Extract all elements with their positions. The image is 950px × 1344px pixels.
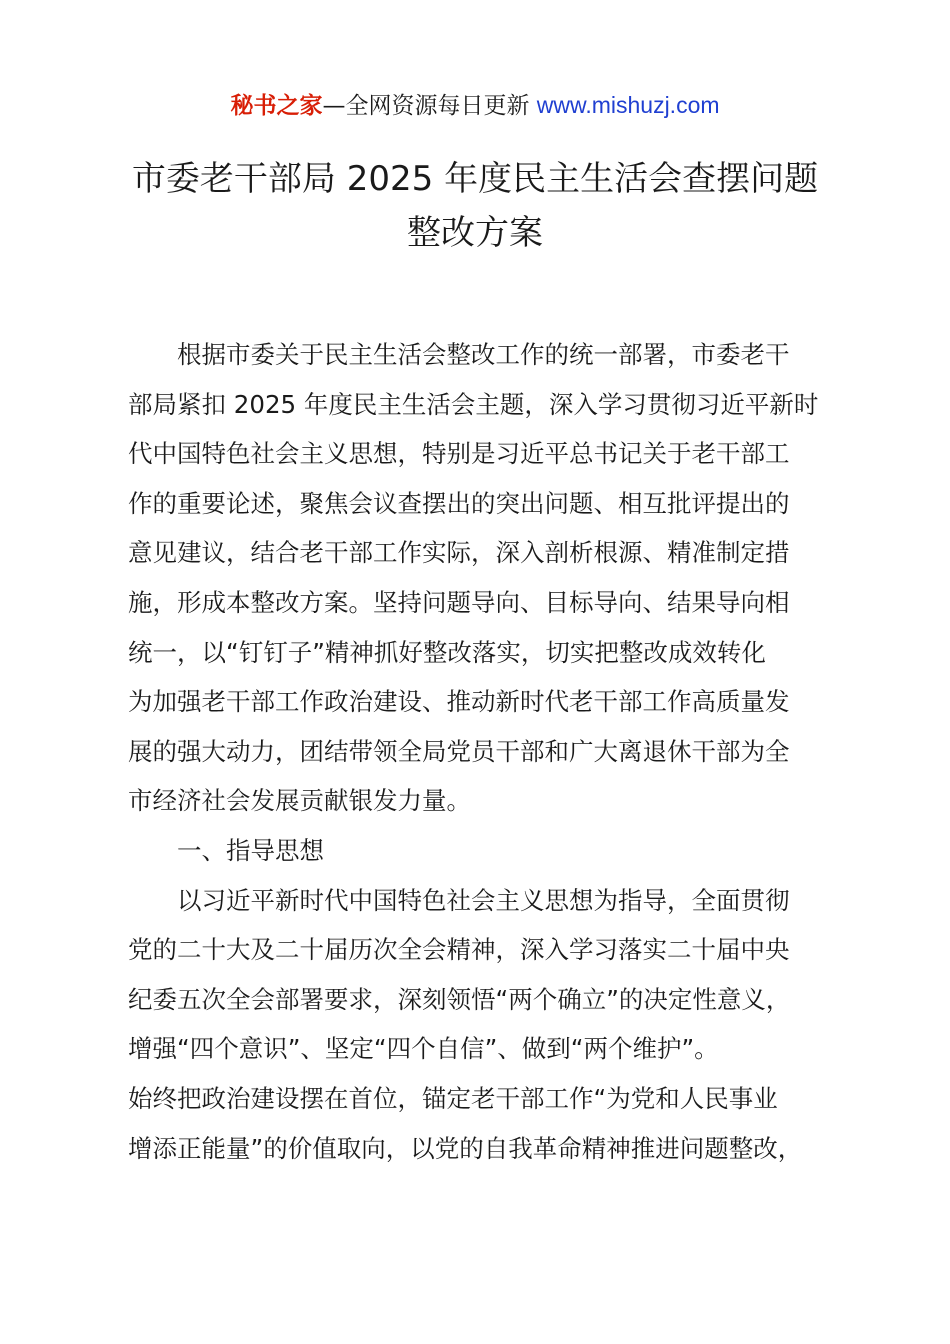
paragraph-intro-line: 作的重要论述，聚焦会议查摆出的突出问题、相互批评提出的: [128, 488, 790, 518]
paragraph-intro-line: 意见建议，结合老干部工作实际，深入剖析根源、精准制定措: [128, 538, 790, 568]
document-title: [100, 152, 850, 260]
document-title-line-2: 整改方案: [407, 213, 543, 253]
paragraph-intro-line: 展的强大动力，团结带领全局党员干部和广大离退休干部为全: [128, 736, 790, 766]
paragraph-guiding-line: 始终把政治建设摆在首位，锚定老干部工作“为党和人民事业: [128, 1083, 778, 1113]
paragraph-guiding-line: 以习近平新时代中国特色社会主义思想为指导，全面贯彻: [177, 885, 790, 915]
paragraph-guiding-line: 纪委五次全会部署要求，深刻领悟“两个确立”的决定性意义，: [128, 984, 791, 1014]
site-header: [0, 88, 950, 123]
paragraph-intro-line: 统一，以“钉钉子”精神抓好整改落实，切实把整改成效转化: [128, 637, 766, 667]
paragraph-intro-line: 施，形成本整改方案。坚持问题导向、目标导向、结果导向相: [128, 587, 790, 617]
document-body: [128, 330, 832, 1173]
paragraph-intro-line: 根据市委关于民主生活会整改工作的统一部署，市委老干: [177, 340, 790, 369]
paragraph-intro-line: 代中国特色社会主义思想，特别是习近平总书记关于老干部工: [128, 439, 790, 469]
paragraph-guiding-line: 增强“四个意识”、坚定“四个自信”、做到“两个维护”。: [128, 1034, 719, 1064]
paragraph-guiding-line: 增添正能量”的价值取向，以党的自我革命精神推进问题整改，: [128, 1133, 803, 1163]
paragraph-guiding-line: 党的二十大及二十届历次全会精神，深入学习落实二十届中央: [128, 935, 790, 965]
paragraph-intro-line: 部局紧扣 2025 年度民主生活会主题，深入学习贯彻习近平新时: [128, 389, 819, 419]
section-heading-guiding-thought: 一、指导思想: [177, 835, 324, 865]
document-title-line-1: 市委老干部局 2025 年度民主生活会查摆问题: [131, 159, 819, 199]
site-url-link[interactable]: www.mishuzj.com: [536, 92, 720, 118]
site-brand: 秘书之家: [230, 93, 323, 119]
paragraph-intro-line: 市经济社会发展贡献银发力量。: [128, 786, 471, 816]
paragraph-intro-line: 为加强老干部工作政治建设、推动新时代老干部工作高质量发: [128, 687, 790, 717]
site-slogan: —全网资源每日更新: [322, 93, 537, 119]
